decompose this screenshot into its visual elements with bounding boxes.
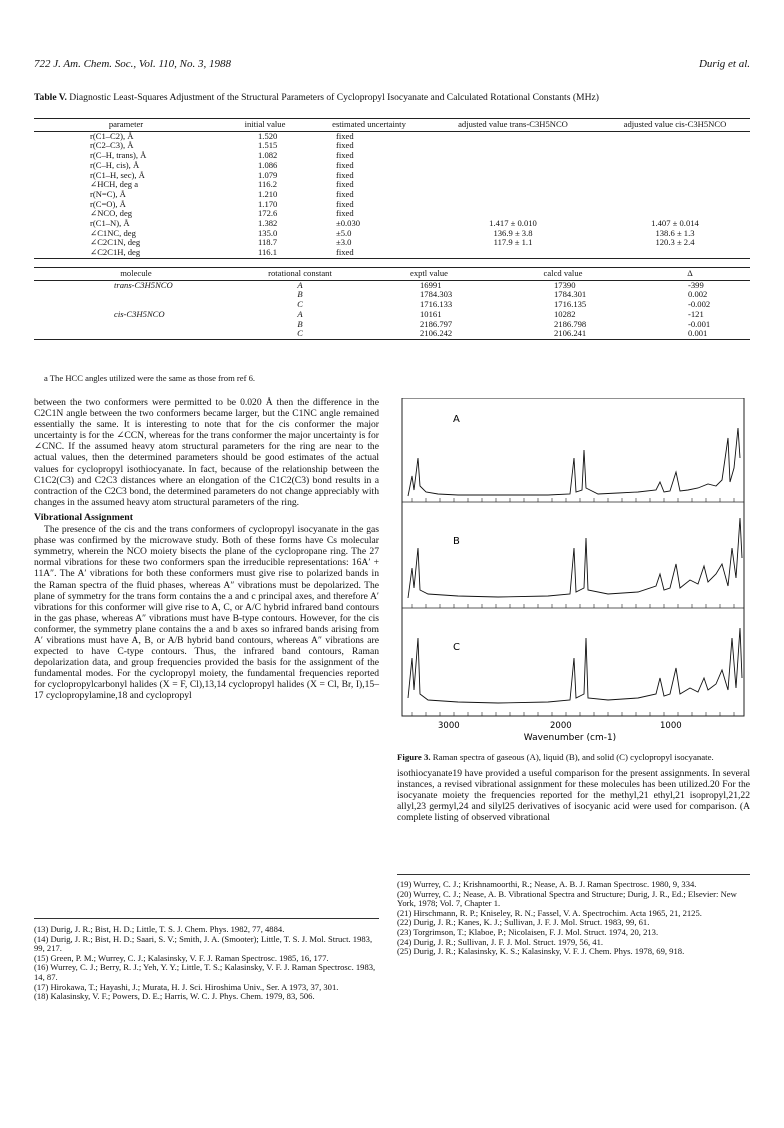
table-cell: -399 — [688, 279, 704, 290]
journal-citation: 722 J. Am. Chem. Soc., Vol. 110, No. 3, 1988 — [34, 58, 231, 70]
table-cell: 0.002 — [688, 289, 708, 300]
table-cell: 0.001 — [630, 329, 750, 339]
col-header: calcd value — [496, 268, 630, 281]
table-header-row — [34, 268, 750, 281]
table-cell: r(C=O), Å — [90, 198, 126, 209]
table-cell — [426, 190, 600, 200]
table-cell: 2106.241 — [496, 329, 630, 339]
table-cell: -0.001 — [688, 318, 711, 329]
table-cell: 2186.797 — [420, 318, 453, 329]
parameter-table — [34, 118, 750, 259]
table-cell: 17390 — [554, 279, 576, 290]
table-cell: ∠C2C1H, deg — [34, 248, 218, 258]
table-row — [34, 238, 750, 248]
references-right — [397, 880, 750, 957]
table-cell: 1716.135 — [554, 299, 587, 310]
table-row — [34, 290, 750, 300]
table-cell: 1.407 ± 0.014 — [651, 218, 699, 229]
table-body — [34, 131, 750, 258]
col-header: estimated uncertainty — [312, 119, 426, 132]
table-row — [34, 248, 750, 258]
table-cell — [600, 151, 750, 161]
table-cell: r(C1–H, sec), Å — [90, 169, 145, 180]
table-cell: 1.382 — [258, 218, 278, 229]
col-header: parameter — [34, 119, 218, 132]
table-cell: 1716.133 — [420, 299, 453, 310]
table-cell — [600, 180, 750, 190]
table-cell — [426, 131, 600, 141]
reference-item: (24) Durig, J. R.; Sullivan, J. F. J. Mol. Struct. 1979, 56, 41. — [397, 936, 604, 947]
table-row — [34, 190, 750, 200]
table-row — [34, 280, 750, 290]
table-cell: B — [297, 318, 303, 329]
table-cell: 1.417 ± 0.010 — [489, 218, 537, 229]
table-cell — [426, 171, 600, 181]
table-row — [34, 180, 750, 190]
table-cell: fixed — [336, 130, 354, 141]
table-cell: C — [297, 299, 303, 310]
reference-item: (15) Green, P. M.; Wurrey, C. J.; Kalasinsky, V. F. J. Raman Spectrosc. 1985, 16, 177. — [34, 952, 329, 963]
col-header: adjusted value cis-C3H5NCO — [600, 119, 750, 132]
table-cell: ∠C2C1N, deg — [90, 237, 141, 248]
paragraph: between the two conformers were permitted to be 0.020 Å then the difference in the C2C1N angle between the two conformers became larger, but the C1NC angle remained essentially the same. It is interesting to note that for the cis conformer the major uncertainty is for the ∠CCN, whereas for the trans conformer the major uncertainty is for ∠CNC. If the assumed heavy atom structural parameters for the ring are near to the actual values, then the determined parameters should be good estimates of the actual values for cyclopropyl isothiocyanate. In fact, because of the relationship between the C1C2(C3) and C2C3 distances where an elongation of the C1C2(C3) bond results in a contraction of the C2C3 bond, the determined parameters do not change appreciably with changes in the assumed heavy atom structural parameters of the ring. — [34, 397, 379, 508]
table-row — [34, 200, 750, 210]
col-header: molecule — [34, 268, 238, 281]
table-cell: 120.3 ± 2.4 — [655, 237, 695, 248]
table-cell — [426, 151, 600, 161]
table-body — [34, 280, 750, 339]
table-cell: 2106.242 — [362, 329, 496, 339]
table-cell: ∠C1NC, deg — [90, 227, 136, 238]
table-cell: 138.6 ± 1.3 — [655, 227, 695, 238]
x-tick-label: 2000 — [550, 721, 572, 731]
table-row — [34, 320, 750, 330]
table-cell: 1784.303 — [420, 289, 453, 300]
table-cell: A — [297, 308, 303, 319]
reference-divider — [34, 918, 379, 919]
table-cell — [600, 161, 750, 171]
table-caption: Diagnostic Least-Squares Adjustment of the Structural Parameters of Cyclopropyl Isocyanate and Calculated Rotational Constants (MHz) — [66, 92, 599, 103]
table-row — [34, 329, 750, 339]
col-header: rotational constant — [238, 268, 362, 281]
table-cell: fixed — [312, 248, 426, 258]
left-column — [34, 397, 379, 702]
spectrum-a — [408, 428, 740, 496]
table-label: Table V. — [34, 92, 67, 103]
section-heading: Vibrational Assignment — [34, 511, 133, 523]
table-cell: fixed — [336, 179, 354, 190]
reference-item: (21) Hirschmann, R. P.; Kniseley, R. N.; Fassel, V. A. Spectrochim. Acta 1965, 21, 2125. — [397, 907, 702, 918]
table-footnote: a The HCC angles utilized were the same as those from ref 6. — [44, 373, 256, 383]
reference-item: (19) Wurrey, C. J.; Krishnamoorthi, R.; Nease, A. B. J. Raman Spectrosc. 1980, 9, 334. — [397, 879, 697, 889]
table-cell: 116.1 — [218, 248, 312, 258]
table-cell: 1.210 — [258, 188, 278, 199]
table-cell — [600, 248, 750, 258]
table-cell: 2186.798 — [554, 318, 587, 329]
table-cell: 118.7 — [258, 237, 278, 248]
table-cell: r(C1–C2), Å — [90, 130, 134, 141]
x-tick-label: 1000 — [660, 721, 682, 731]
reference-item: (20) Wurrey, C. J.; Nease, A. B. Vibrational Spectra and Structure; Durig, J. R., Ed.; Elsevier: New York, 1978; Vol. 7, Chapter 1. — [397, 888, 737, 909]
x-tick-label: 3000 — [438, 721, 460, 731]
table-cell: 135.0 — [258, 227, 278, 238]
col-header: Δ — [630, 268, 750, 281]
paragraph: The presence of the cis and the trans conformers of cyclopropyl isocyanate in the gas phase was confirmed by the microwave study. Both of these forms have Cs molecular symmetry, wherein the NCO moiety bisects the plane of the cyclopropane ring. The 27 normal vibrations for these two conformers span the irreducible representations: 16A′ + 11A″. The A′ vibrations for both these conformers must give rise to polarized bands in the Raman spectra of the fluid phases, whereas A″ vibrations must be depolarized. The plane of symmetry for the trans form contains the a and c principal axes, and therefore A′ vibrations for this conformer will give rise to A, C, or A/C hybrid infrared band contours in the gas phase, whereas A″ vibrations must have B-type contours. However, for the cis conformer, the symmetry plane contains the a and b axes so infrared bands arising from A′ vibrations must have A, B, or A/B hybrid band contours, whereas A″ vibrations are expected to have C-type contours. Thus, the infrared band contours, Raman depolarization data, and group frequencies provided the basis for the assignment of the fundamental modes. For the cyclopropyl moiety, the fundamental frequencies reported for cyclopropylcarbonyl halides (X = F, Cl),13,14 cyclopropyl halides (X = Cl, Br, I),15–17 cyclopropylamine,18 and cyclopropyl — [34, 524, 379, 702]
table-cell: fixed — [336, 198, 354, 209]
table-cell: r(C2–C3), Å — [90, 140, 134, 151]
references-left — [34, 925, 379, 1002]
tick-rows — [412, 498, 734, 716]
table-cell: C — [238, 329, 362, 339]
table-cell: B — [297, 289, 303, 300]
reference-divider — [397, 874, 750, 875]
table-row — [34, 209, 750, 219]
panel-label: A — [453, 414, 460, 425]
table-cell: 1.082 — [258, 150, 278, 161]
table-cell: r(C1–N), Å — [90, 218, 130, 229]
table-cell: -121 — [688, 308, 704, 319]
reference-item: (23) Torgrimson, T.; Klaboe, P.; Nicolaisen, F. J. Mol. Struct. 1974, 20, 213. — [397, 926, 659, 937]
table-cell: fixed — [336, 208, 354, 219]
table-cell — [426, 200, 600, 210]
table-cell — [34, 320, 238, 330]
table-row — [34, 131, 750, 141]
col-header: exptl value — [362, 268, 496, 281]
reference-item: (22) Durig, J. R.; Kanes, K. J.; Sullivan, J. F. J. Mol. Struct. 1983, 99, 61. — [397, 917, 650, 928]
table-cell: 1.079 — [258, 169, 278, 180]
table-cell — [426, 161, 600, 171]
table-cell — [600, 200, 750, 210]
table-cell: fixed — [336, 169, 354, 180]
table-cell: 1.086 — [258, 159, 278, 170]
table-cell: fixed — [336, 159, 354, 170]
spectrum-b — [408, 518, 742, 598]
table-cell: ∠HCH, deg a — [90, 179, 139, 190]
spectrum-c — [408, 628, 742, 703]
col-header: initial value — [218, 119, 312, 132]
table-cell: 136.9 ± 3.8 — [493, 227, 533, 238]
reference-item: (13) Durig, J. R.; Bist, H. D.; Little, T. S. J. Chem. Phys. 1982, 77, 4884. — [34, 924, 285, 934]
table-row — [34, 171, 750, 181]
table-cell: r(C–H, trans), Å — [90, 150, 147, 161]
paragraph: isothiocyanate19 have provided a useful comparison for the present assignments. In several instances, a revised vibrational assignment for these molecules has been utilized.20 For the isocyanate moiety the frequencies reported for the methyl,21 ethyl,21 isopropyl,21,22 allyl,23 germyl,24 and silyl25 derivatives of isocyanic acid were used for comparison. (A complete listing of observed vibrational — [397, 768, 750, 824]
right-column — [397, 768, 750, 823]
table-cell — [600, 190, 750, 200]
table-cell: 1.170 — [258, 198, 278, 209]
table-cell — [426, 180, 600, 190]
reference-item: (18) Kalasinsky, V. F.; Powers, D. E.; Harris, W. C. J. Phys. Chem. 1979, 83, 506. — [34, 991, 315, 1002]
authors-short: Durig et al. — [698, 58, 750, 70]
col-header: adjusted value trans-C3H5NCO — [426, 119, 600, 132]
panel-label: C — [453, 642, 460, 653]
table-cell: A — [297, 279, 303, 290]
table-cell: 172.6 — [258, 208, 278, 219]
table-cell: fixed — [336, 140, 354, 151]
reference-item: (17) Hirokawa, T.; Hayashi, J.; Murata, H. J. Sci. Hiroshima Univ., Ser. A 1973, 37, 301. — [34, 981, 339, 992]
caption-text: Raman spectra of gaseous (A), liquid (B), and solid (C) cyclopropyl isocyanate. — [430, 752, 714, 762]
table-cell: 10161 — [420, 308, 442, 319]
table-row — [34, 229, 750, 239]
reference-item: (14) Durig, J. R.; Bist, H. D.; Saari, S. V.; Smith, J. A. (Smooter); Little, T. S. J. Mol. Struct. 1983, 99, 217. — [34, 933, 373, 954]
table-cell: trans-C3H5NCO — [114, 279, 173, 290]
table-cell: r(N=C), Å — [90, 188, 126, 199]
table-cell: 10282 — [554, 308, 576, 319]
table-row — [34, 310, 750, 320]
figure-caption — [397, 752, 750, 762]
table-cell: 1784.301 — [554, 289, 587, 300]
table-cell: 1.520 — [258, 130, 278, 141]
raman-spectra-plot — [398, 398, 748, 743]
table-cell — [600, 131, 750, 141]
table-cell: ±0.030 — [336, 218, 361, 229]
x-axis-label: Wavenumber (cm-1) — [523, 733, 617, 743]
table-cell — [426, 248, 600, 258]
rotational-constants-table — [34, 267, 750, 340]
figure-label: Figure 3. — [397, 752, 431, 762]
table-cell — [34, 290, 238, 300]
table-cell: 117.9 ± 1.1 — [493, 237, 533, 248]
table-cell — [34, 329, 238, 339]
table-cell: 1.515 — [258, 140, 278, 151]
table-title — [34, 92, 750, 103]
table-row — [34, 151, 750, 161]
table-cell — [426, 141, 600, 151]
table-header-row — [34, 119, 750, 132]
table-row — [34, 219, 750, 229]
table-cell — [600, 141, 750, 151]
table-cell — [600, 171, 750, 181]
table-cell: ±3.0 — [336, 237, 352, 248]
table-cell: ±5.0 — [336, 227, 352, 238]
reference-item: (16) Wurrey, C. J.; Berry, R. J.; Yeh, Y. Y.; Little, T. S.; Kalasinsky, V. F. J. Raman Spectrosc. 1983, 14, 87. — [34, 962, 376, 982]
table-cell: r(C–H, cis), Å — [90, 159, 140, 170]
raman-figure — [398, 398, 748, 743]
reference-item: (25) Durig, J. R.; Kalasinsky, K. S.; Kalasinsky, V. F. J. Chem. Phys. 1978, 69, 918. — [397, 946, 685, 957]
running-header — [34, 58, 750, 74]
table-cell: -0.002 — [688, 299, 711, 310]
table-cell: cis-C3H5NCO — [114, 308, 165, 319]
panel-label: B — [453, 536, 460, 547]
table-cell: ∠NCO, deg — [90, 208, 133, 219]
table-cell: 16991 — [420, 279, 442, 290]
table-cell: fixed — [336, 150, 354, 161]
table-cell: 116.2 — [258, 179, 278, 190]
table-cell: fixed — [336, 188, 354, 199]
